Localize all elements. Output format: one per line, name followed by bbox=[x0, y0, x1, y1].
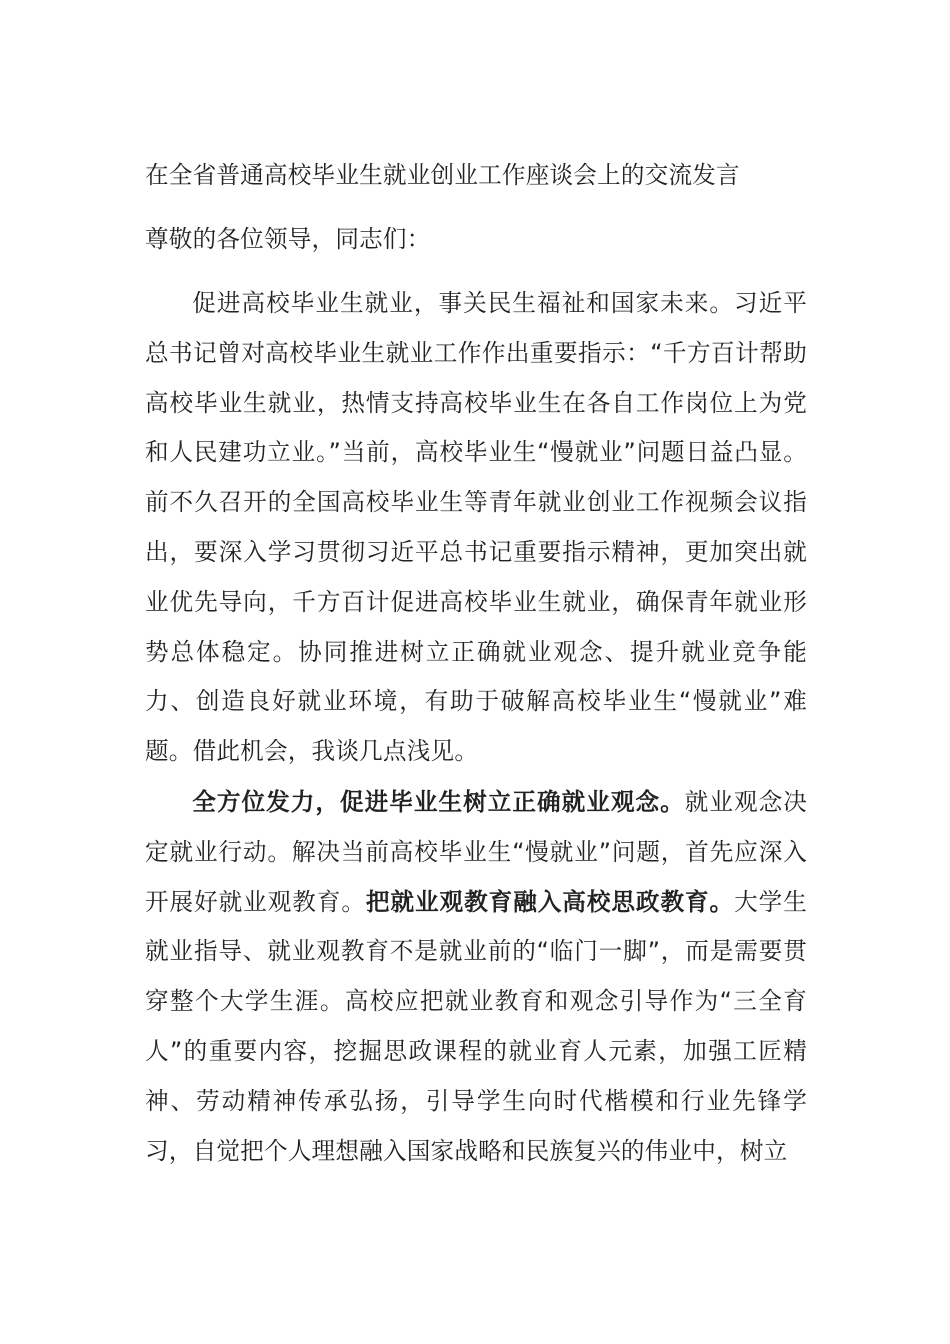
paragraph-text-1: 就业观念决定就业行动。解决当前高校毕业生“慢就业”问题，首先应深入开展好就业观教育。 bbox=[145, 788, 807, 916]
salutation: 尊敬的各位领导，同志们： bbox=[145, 225, 431, 253]
paragraph-subheading: 把就业观教育融入高校思政教育。 bbox=[365, 887, 735, 916]
document-title: 在全省普通高校毕业生就业创业工作座谈会上的交流发言 bbox=[145, 161, 740, 189]
paragraph-text-2: 大学生就业指导、就业观教育不是就业前的“临门一脚”，而是需要贯穿整个大学生涯。高校应把就业教育和观念引导作为“三全育人”的重要内容，挖掘思政课程的就业育人元素，加强工匠精神、劳动精神传承弘扬，引导学生向时代楷模和行业先锋学习，自觉把个人理想融入国家战略和民族复兴的伟业中，树立 bbox=[145, 887, 807, 1165]
paragraph-heading: 全方位发力，促进毕业生树立正确就业观念。 bbox=[192, 788, 685, 816]
paragraph-employment-concept bbox=[145, 778, 807, 1176]
paragraph-intro: 促进高校毕业生就业，事关民生福祉和国家未来。习近平总书记曾对高校毕业生就业工作作出重要指示：“千方百计帮助高校毕业生就业，热情支持高校毕业生在各自工作岗位上为党和人民建功立业。”当前，高校毕业生“慢就业”问题日益凸显。前不久召开的全国高校毕业生等青年就业创业工作视频会议指出，要深入学习贯彻习近平总书记重要指示精神，更加突出就业优先导向，千方百计促进高校毕业生就业，确保青年就业形势总体稳定。协同推进树立正确就业观念、提升就业竞争能力、创造良好就业环境，有助于破解高校毕业生“慢就业”难题。借此机会，我谈几点浅见。 bbox=[145, 289, 807, 766]
